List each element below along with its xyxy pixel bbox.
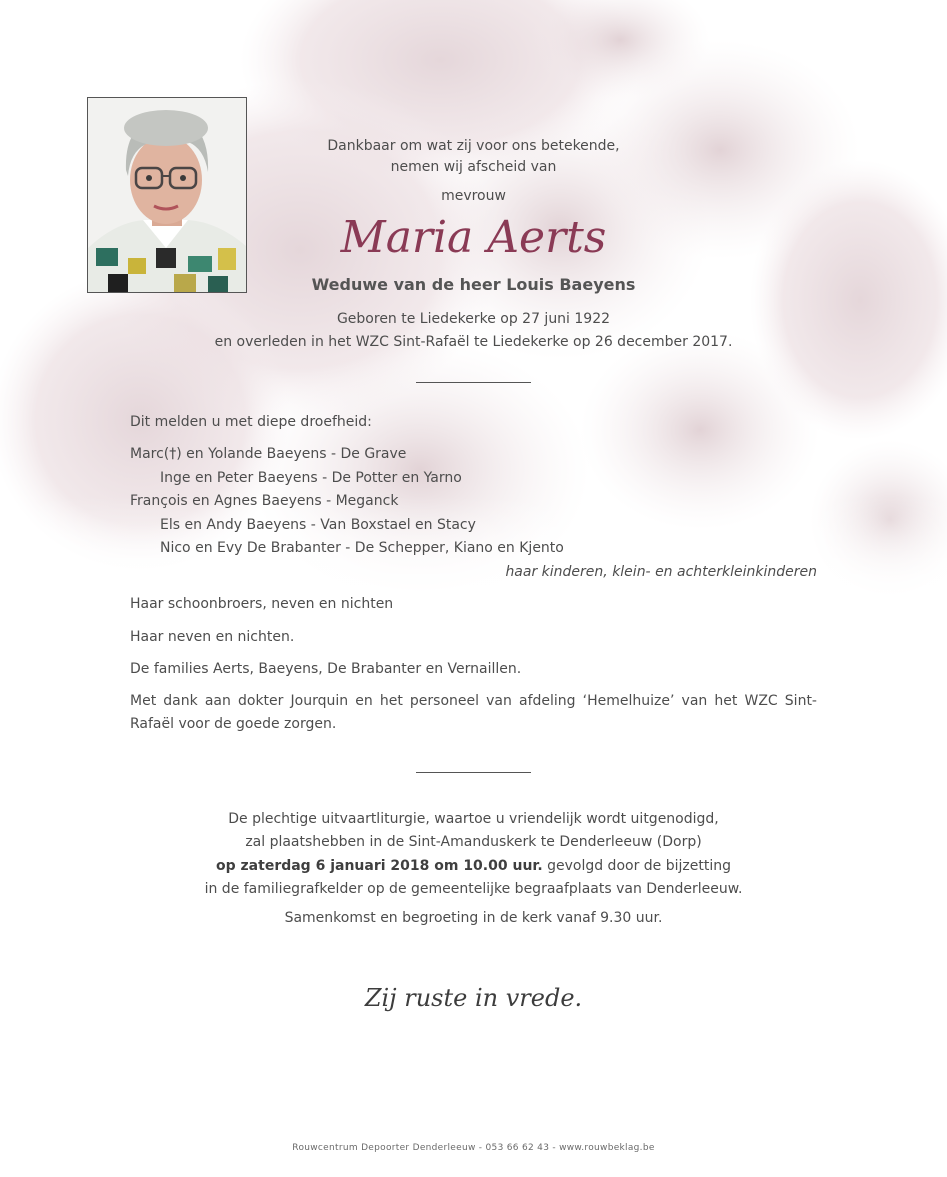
family-intro: Dit melden u met diepe droefheid: xyxy=(130,414,372,430)
death-line: en overleden in het WZC Sint-Rafaël te Liedekerke op 26 december 2017. xyxy=(214,334,733,350)
funeral-date-rest: gevolgd door de bijzetting xyxy=(542,858,731,874)
family-line: Nico en Evy De Brabanter - De Schepper, Kiano en Kjento xyxy=(160,540,564,556)
family-line: Els en Andy Baeyens - Van Boxstael en Stacy xyxy=(160,517,476,533)
widow-line: Weduwe van de heer Louis Baeyens xyxy=(311,275,636,294)
deceased-name: Maria Aerts xyxy=(340,212,607,263)
birth-line: Geboren te Liedekerke op 27 juni 1922 xyxy=(336,311,611,327)
thanks-paragraph: Met dank aan dokter Jourquin en het personeel van afdeling ‘Hemelhuize’ van het WZC Sint-Rafaël voor de goede zorgen. xyxy=(130,693,817,732)
family-line: Inge en Peter Baeyens - De Potter en Yarno xyxy=(160,470,462,486)
family-caption: haar kinderen, klein- en achterkleinkinderen xyxy=(505,564,817,580)
divider xyxy=(416,772,531,773)
funeral-line-2: zal plaatshebben in de Sint-Amanduskerk te Denderleeuw (Dorp) xyxy=(245,834,702,850)
funeral-date-line xyxy=(0,856,947,876)
footer: Rouwcentrum Depoorter Denderleeuw - 053 66 62 43 - www.rouwbeklag.be xyxy=(292,1143,655,1153)
funeral-date: op zaterdag 6 januari 2018 om 10.00 uur. xyxy=(216,858,543,874)
intro-line-1: Dankbaar om wat zij voor ons betekende, xyxy=(327,138,620,154)
meeting-line: Samenkomst en begroeting in de kerk vanaf 9.30 uur. xyxy=(284,910,663,926)
family-line: François en Agnes Baeyens - Meganck xyxy=(130,493,399,509)
closing-phrase: Zij ruste in vrede. xyxy=(364,984,583,1012)
relatives-line: Haar neven en nichten. xyxy=(130,629,295,645)
family-line: Marc(†) en Yolande Baeyens - De Grave xyxy=(130,446,407,462)
funeral-line-1: De plechtige uitvaartliturgie, waartoe u vriendelijk wordt uitgenodigd, xyxy=(228,811,719,827)
divider xyxy=(416,382,531,383)
intro-line-2: nemen wij afscheid van xyxy=(390,159,557,175)
honorific: mevrouw xyxy=(441,188,506,204)
relatives-line: De families Aerts, Baeyens, De Brabanter en Vernaillen. xyxy=(130,661,522,677)
relatives-line: Haar schoonbroers, neven en nichten xyxy=(130,596,394,612)
funeral-line-4: in de familiegrafkelder op de gemeentelijke begraafplaats van Denderleeuw. xyxy=(204,881,743,897)
